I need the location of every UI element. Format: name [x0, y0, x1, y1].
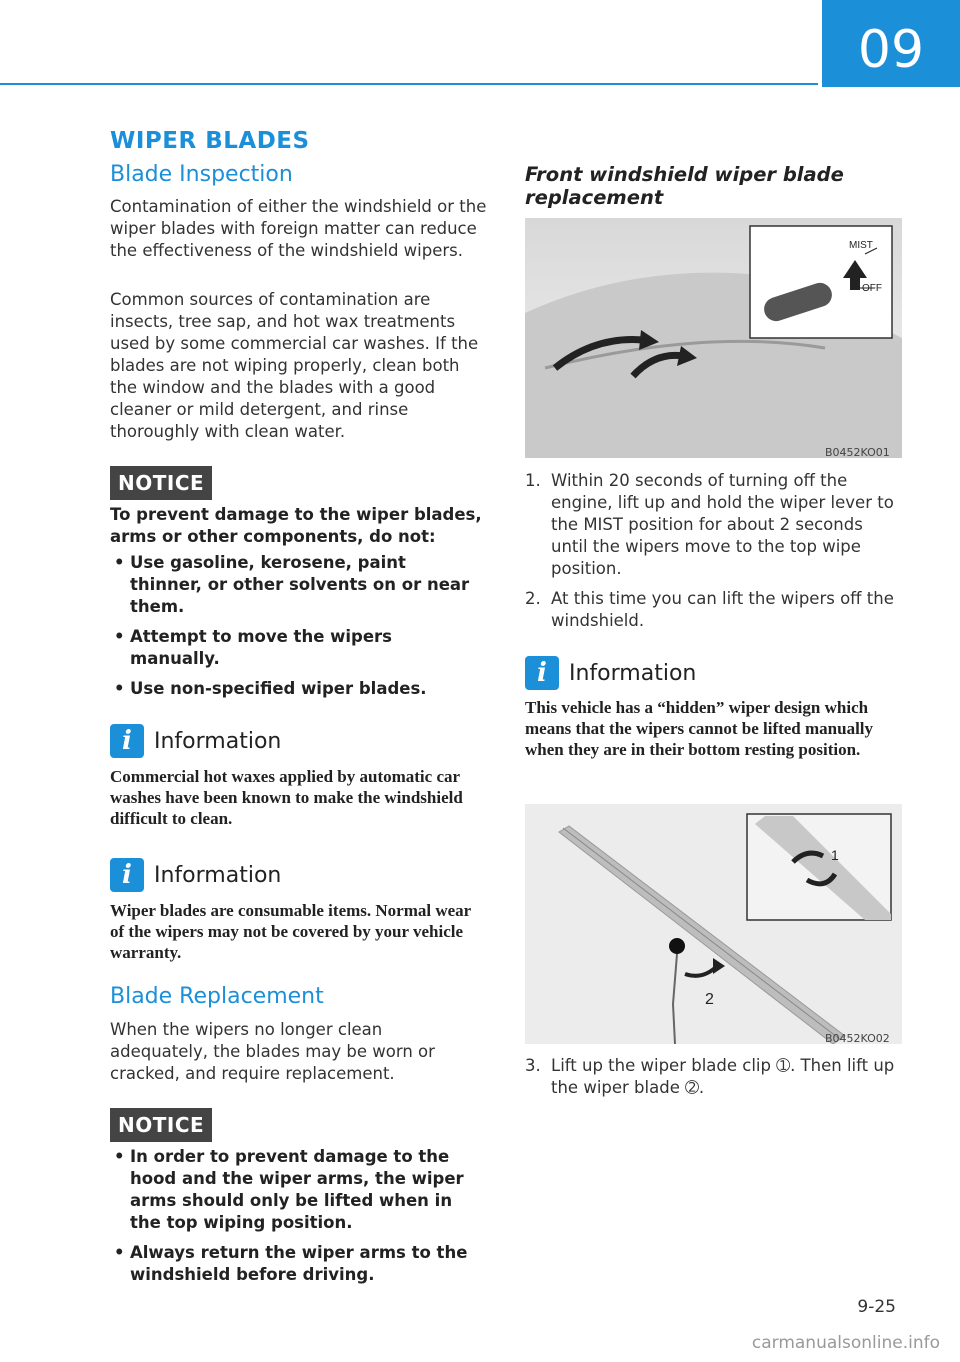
inspection-paragraph-1: Contamination of either the windshield or the wiper blades with foreign matter can reduce the effectiveness of the windshield wipers. [110, 197, 487, 260]
info-3-header [525, 656, 696, 690]
wiper-blade-illustration [525, 804, 902, 1044]
info-icon: i [110, 858, 144, 892]
header-rule [0, 83, 818, 85]
replacement-procedure-heading: Front windshield wiper blade replacement [525, 163, 844, 209]
figure-wiper-blade [525, 804, 902, 1044]
figure-1-caption: B0452KO01 [825, 446, 890, 459]
notice-1 [110, 466, 212, 500]
list-item: • Always return the wiper arms to the windshield before driving. [110, 1242, 482, 1286]
figure-2-caption: B0452KO02 [825, 1032, 890, 1045]
info-1-header [110, 724, 281, 758]
info-icon: i [525, 656, 559, 690]
inspection-heading: Blade Inspection [110, 162, 293, 187]
chapter-tab: 09 [822, 0, 960, 87]
info-title: Information [154, 728, 282, 754]
replacement-heading: Blade Replacement [110, 984, 324, 1009]
notice-1-intro: To prevent damage to the wiper blades, arms or other components, do not: [110, 505, 482, 546]
info-icon: i [110, 724, 144, 758]
info-1-text: Commercial hot waxes applied by automatic car washes have been known to make the windshield difficult to clean. [110, 767, 463, 828]
windshield-illustration [525, 218, 902, 458]
off-label: OFF [862, 283, 882, 294]
info-title: Information [569, 660, 697, 686]
page-number: 9-25 [857, 1297, 896, 1317]
mist-label: MIST [849, 240, 873, 251]
replacement-paragraph: When the wipers no longer clean adequately, the blades may be worn or cracked, and require replacement. [110, 1020, 435, 1083]
list-item: 2. At this time you can lift the wipers off the windshield. [525, 589, 894, 630]
notice-1-list [110, 552, 482, 708]
callout-1: 1 [831, 847, 839, 863]
list-item: • In order to prevent damage to the hood and the wiper arms, the wiper arms should only be lifted when in the top wiping position. [110, 1146, 482, 1234]
section-title: WIPER BLADES [110, 128, 310, 154]
info-2-header [110, 858, 281, 892]
notice-label: NOTICE [110, 466, 212, 500]
inspection-paragraph-2: Common sources of contamination are insects, tree sap, and hot wax treatments used by some commercial car washes. If the blades are not wiping properly, clean both the window and the blades with a good cleaner or mild detergent, and rinse thoroughly with clean water. [110, 290, 479, 441]
list-item: • Attempt to move the wipers manually. [110, 626, 482, 670]
list-item: 3. Lift up the wiper blade clip ➀. Then lift up the wiper blade ➁. [525, 1056, 895, 1097]
info-3-text: This vehicle has a “hidden” wiper design which means that the wipers cannot be lifted manually when they are in their bottom resting position. [525, 698, 874, 759]
info-2-text: Wiper blades are consumable items. Normal wear of the wipers may not be covered by your vehicle warranty. [110, 901, 471, 962]
notice-2 [110, 1108, 212, 1142]
notice-2-list [110, 1146, 482, 1294]
list-item: • Use non-specified wiper blades. [110, 678, 482, 700]
list-item: 1. Within 20 seconds of turning off the engine, lift up and hold the wiper lever to the MIST position for about 2 seconds until the wipers move to the top wipe position. [525, 471, 894, 578]
steps-list-1 [525, 470, 897, 640]
steps-list-2 [525, 1055, 903, 1107]
list-item: • Use gasoline, kerosene, paint thinner, or other solvents on or near them. [110, 552, 482, 618]
figure-windshield [525, 218, 902, 458]
notice-label: NOTICE [110, 1108, 212, 1142]
watermark: carmanualsonline.info [751, 1333, 940, 1353]
callout-2: 2 [705, 991, 714, 1008]
info-title: Information [154, 862, 282, 888]
